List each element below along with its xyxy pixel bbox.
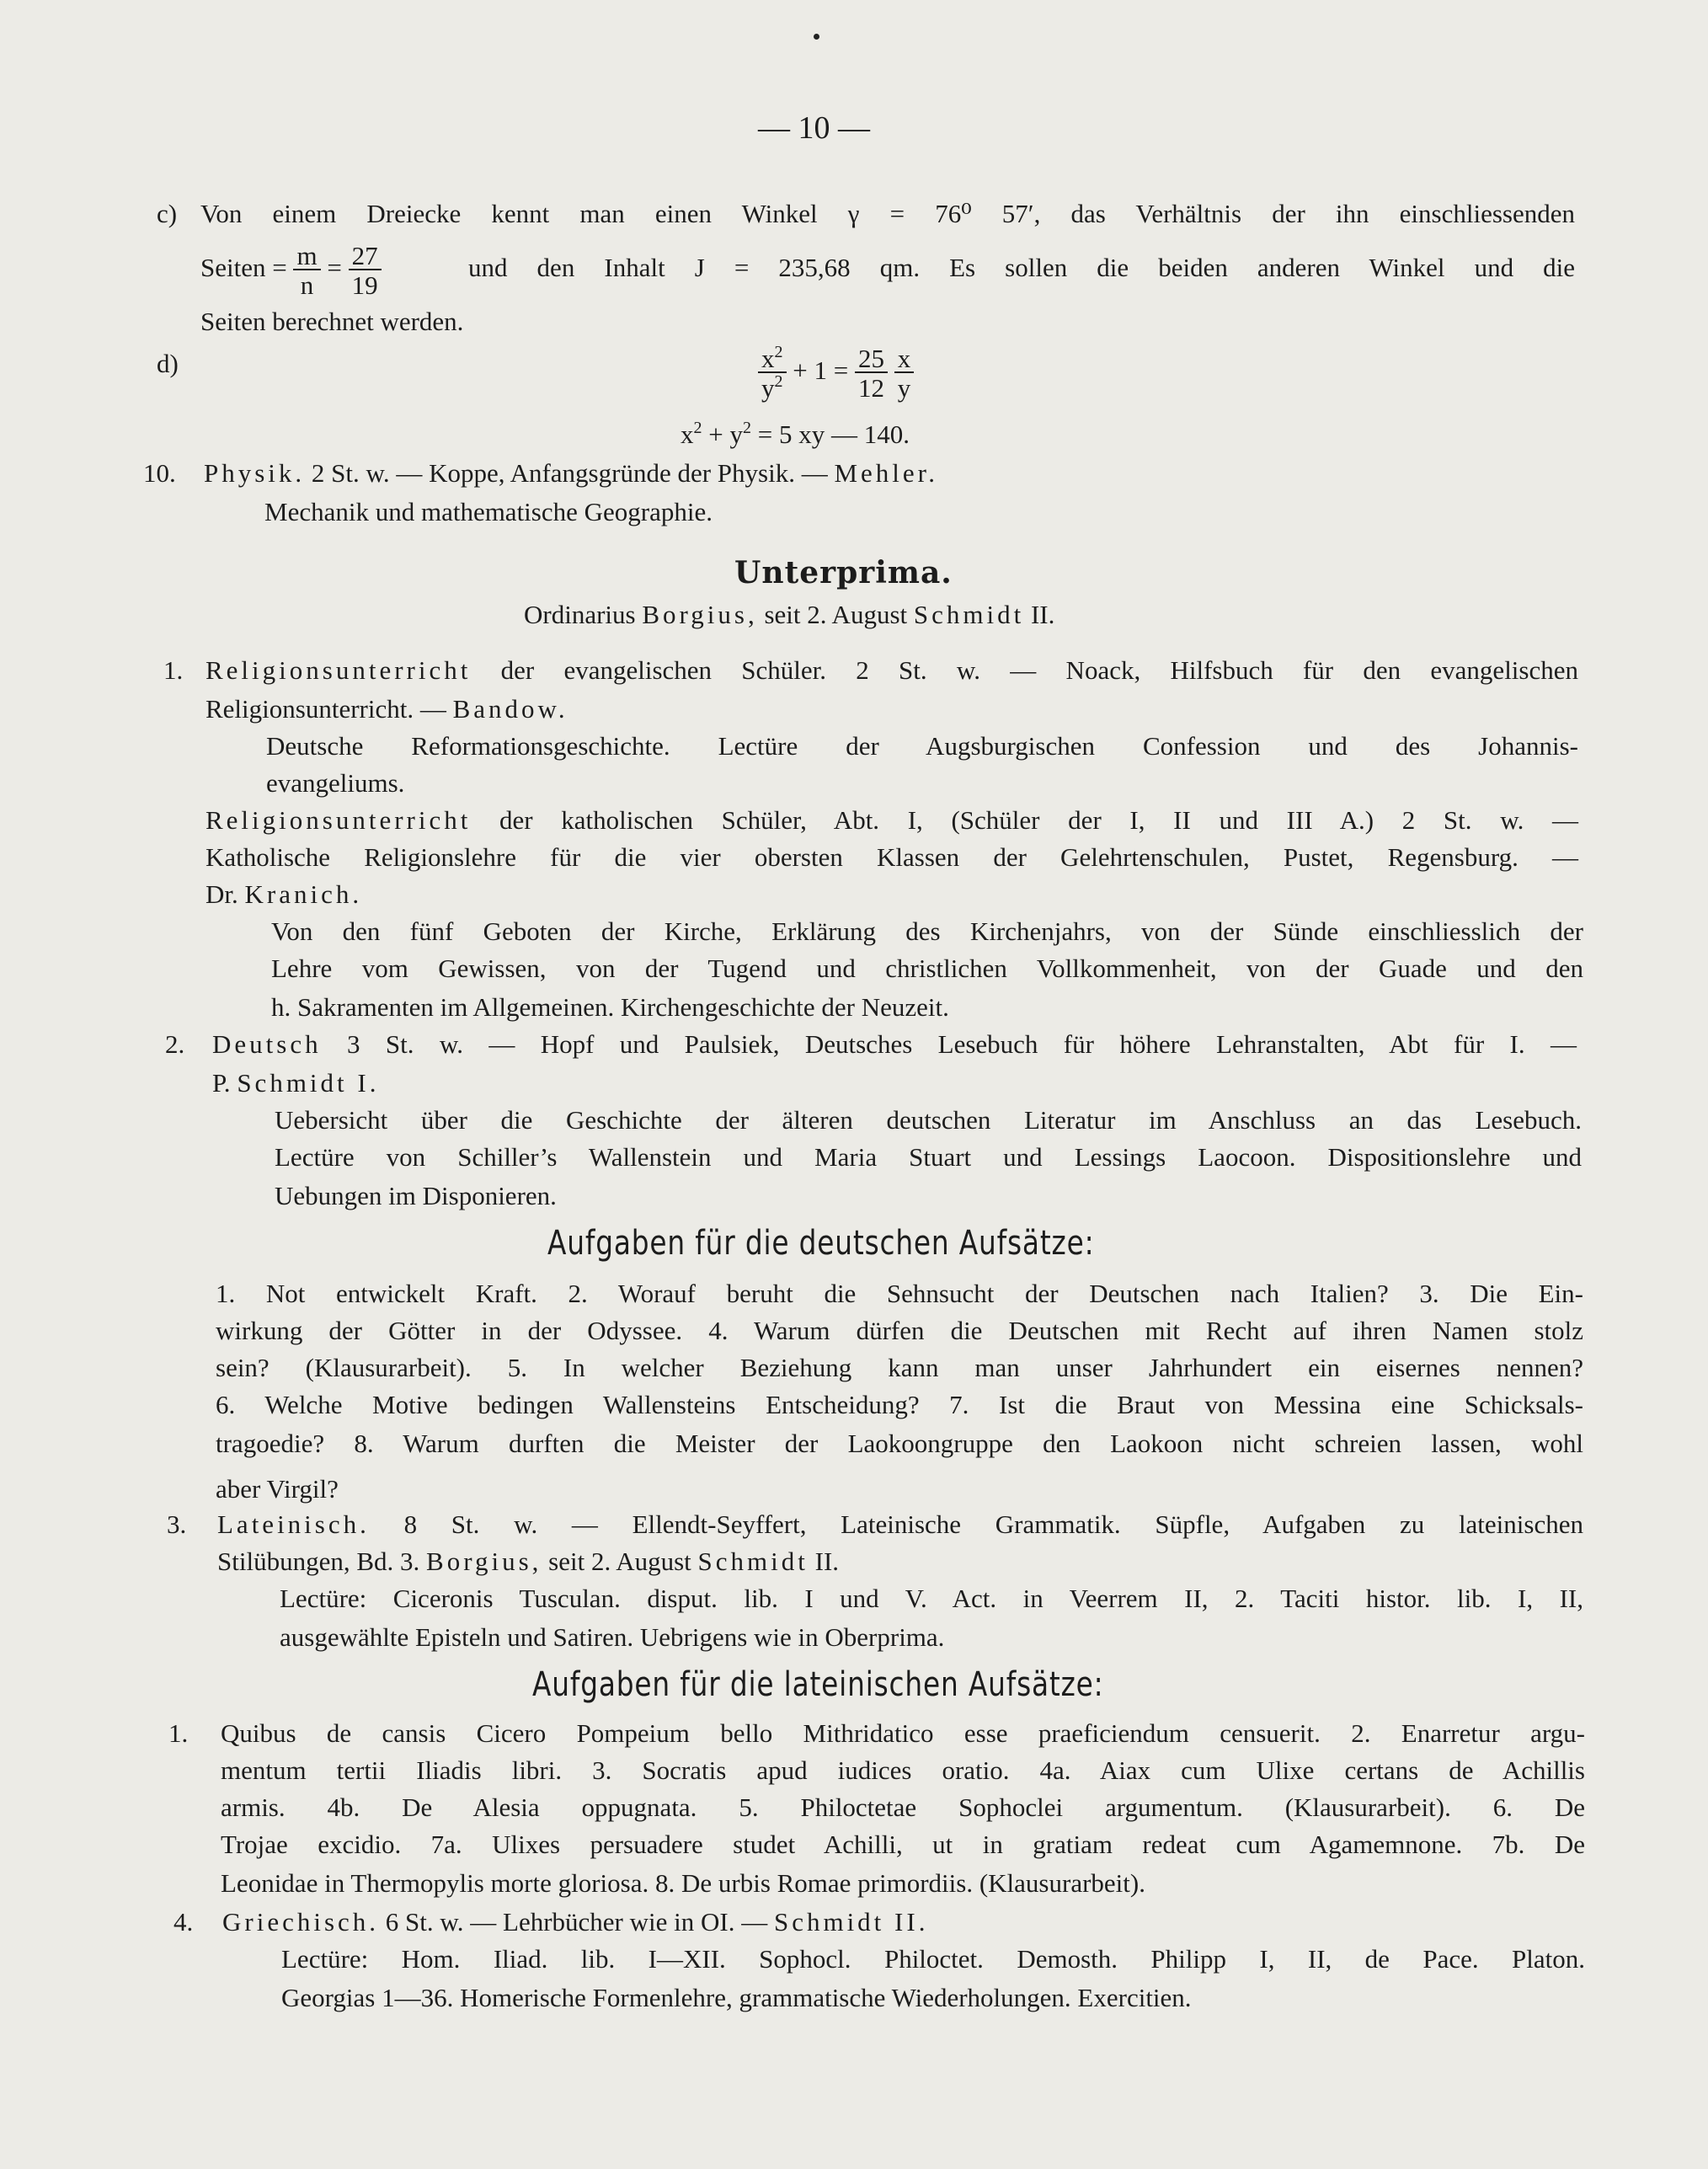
- aufgaben-latein-line5: Leonidae in Thermopylis morte gloriosa. 8. De urbis Romae primordiis. (Klausurarbeit).: [221, 1868, 1145, 1898]
- griechisch-line3: Georgias 1—36. Homerische Formenlehre, grammatische Wiederholungen. Exercitien.: [281, 1983, 1192, 2012]
- ordinarius-line: Ordinarius Borgius, seit 2. August Schmidt II.: [524, 600, 1055, 629]
- latein-line2: Stilübungen, Bd. 3. Borgius, seit 2. August Schmidt II.: [217, 1547, 840, 1576]
- aufgaben-deutsch-line6: aber Virgil?: [216, 1474, 339, 1504]
- latein-line1: Lateinisch. 8 St. w. — Ellendt-Seyffert, Lateinische Grammatik. Süpfle, Aufgaben zu lateinischen: [217, 1509, 1583, 1539]
- religion-line4: evangeliums.: [266, 768, 405, 798]
- aufgaben-deutsch-line3: sein? (Klausurarbeit). 5. In welcher Beziehung kann man unser Jahrhundert ein eisernes nennen?: [216, 1353, 1583, 1382]
- religion-kath-line6: h. Sakramenten im Allgemeinen. Kirchengeschichte der Neuzeit.: [271, 992, 949, 1022]
- equals-sign: =: [327, 253, 342, 282]
- plus-one-equals: + 1 =: [793, 355, 849, 385]
- item-d-label: d): [157, 349, 179, 378]
- equation-d1: [758, 340, 914, 401]
- deutsch-line5: Uebungen im Disponieren.: [275, 1181, 557, 1210]
- religion-line2: Religionsunterricht. — Bandow.: [205, 694, 568, 724]
- item-c-label: c): [157, 199, 178, 228]
- fraction-25-12: $\frac{25}{12}$: [855, 345, 888, 401]
- ink-speck: [814, 34, 819, 40]
- item-c-line2-rest: und den Inhalt J = 235,68 qm. Es sollen die beiden anderen Winkel und die: [468, 253, 1575, 282]
- physik-line2: Mechanik und mathematische Geographie.: [264, 497, 713, 526]
- aufgaben-deutsch-line2: wirkung der Götter in der Odyssee. 4. Warum dürfen die Deutschen mit Recht auf ihren Namen stolz: [216, 1316, 1583, 1345]
- religion-kath-line3: Dr. Kranich.: [205, 879, 363, 909]
- aufgaben-latein-line4: Trojae excidio. 7a. Ulixes persuadere studet Achilli, ut in gratiam redeat cum Agamemnone. 7b. De: [221, 1830, 1585, 1859]
- religion-num: 1.: [163, 655, 184, 685]
- heading-aufgaben-latein: Aufgaben für die lateinischen Aufsätze:: [532, 1665, 1104, 1704]
- page-number: — 10 —: [758, 110, 870, 146]
- item-c-line1: Von einem Dreiecke kennt man einen Winkel γ = 76⁰ 57′, das Verhältnis der ihn einschliessenden: [200, 199, 1575, 228]
- deutsch-line3: Uebersicht über die Geschichte der älteren deutschen Literatur im Anschluss an das Lesebuch.: [275, 1105, 1582, 1135]
- religion-kath-line5: Lehre vom Gewissen, von der Tugend und christlichen Vollkommenheit, von der Guade und den: [271, 954, 1583, 983]
- religion-kath-line1: Religionsunterricht der katholischen Schüler, Abt. I, (Schüler der I, II und III A.) 2 St. w. —: [205, 805, 1579, 835]
- deutsch-num: 2.: [165, 1029, 185, 1059]
- religion-line1: Religionsunterricht der evangelischen Schüler. 2 St. w. — Noack, Hilfsbuch für den evangelischen: [205, 655, 1578, 685]
- latein-line4: ausgewählte Episteln und Satiren. Uebrigens wie in Oberprima.: [280, 1622, 945, 1652]
- religion-kath-line4: Von den fünf Geboten der Kirche, Erklärung des Kirchenjahrs, von der Sünde einschliesslich der: [271, 916, 1583, 946]
- griechisch-line2: Lectüre: Hom. Iliad. lib. I—XII. Sophocl. Philoctet. Demosth. Philipp I, II, de Pace. Platon.: [281, 1944, 1585, 1974]
- physik-line1: Physik. 2 St. w. — Koppe, Anfangsgründe der Physik. — Mehler.: [204, 458, 939, 488]
- item-c-line3: Seiten berechnet werden.: [200, 307, 464, 336]
- section-title-unterprima: Unterprima.: [734, 555, 953, 590]
- aufgaben-latein-num: 1.: [168, 1718, 189, 1748]
- latein-line3: Lectüre: Ciceronis Tusculan. disput. lib. I und V. Act. in Veerrem II, 2. Taciti histor. lib. I, II,: [280, 1584, 1583, 1613]
- aufgaben-deutsch-line4: 6. Welche Motive bedingen Wallensteins Entscheidung? 7. Ist die Braut von Messina eine Schicksals-: [216, 1390, 1583, 1419]
- religion-line3: Deutsche Reformationsgeschichte. Lectüre der Augsburgischen Confession und des Johannis-: [266, 731, 1578, 761]
- physik-num: 10.: [143, 458, 176, 488]
- aufgaben-latein-line3: armis. 4b. De Alesia oppugnata. 5. Philoctetae Sophoclei argumentum. (Klausurarbeit). 6. De: [221, 1792, 1585, 1822]
- deutsch-line1: Deutsch 3 St. w. — Hopf und Paulsiek, Deutsches Lesebuch für höhere Lehranstalten, Abt für I. —: [212, 1029, 1577, 1059]
- deutsch-line4: Lectüre von Schiller’s Wallenstein und Maria Stuart und Lessings Laocoon. Dispositionslehre und: [275, 1142, 1582, 1172]
- aufgaben-latein-line2: mentum tertii Iliadis libri. 3. Socratis apud iudices oratio. 4a. Aiax cum Ulixe certans de Achillis: [221, 1755, 1585, 1785]
- religion-kath-line2: Katholische Religionslehre für die vier obersten Klassen der Gelehrtenschulen, Pustet, Regensburg. —: [205, 842, 1578, 872]
- aufgaben-deutsch-line1: 1. Not entwickelt Kraft. 2. Worauf beruht die Sehnsucht der Deutschen nach Italien? 3. Die Ein-: [216, 1279, 1583, 1308]
- griechisch-num: 4.: [173, 1907, 194, 1937]
- fraction-m-n: $\frac{m}{n}$: [293, 243, 320, 298]
- fraction-27-19: $\frac{27}{19}$: [349, 243, 382, 298]
- latein-num: 3.: [167, 1509, 187, 1539]
- fraction-x-y: $\frac{x}{y}$: [894, 345, 915, 401]
- griechisch-line1: Griechisch. 6 St. w. — Lehrbücher wie in OI. — Schmidt II.: [222, 1907, 929, 1937]
- seiten-prefix: Seiten =: [200, 253, 287, 282]
- item-c-line2: [200, 241, 382, 298]
- deutsch-line2: P. Schmidt I.: [212, 1068, 380, 1098]
- aufgaben-latein-line1: Quibus de cansis Cicero Pompeium bello Mithridatico esse praeficiendum censuerit. 2. Enarretur argu-: [221, 1718, 1585, 1748]
- equation-d2: $x^2 + y^2 = 5$ xy — 140.: [681, 419, 910, 449]
- aufgaben-deutsch-line5: tragoedie? 8. Warum durften die Meister der Laokoongruppe den Laokoon nicht schreien lassen, wohl: [216, 1429, 1583, 1458]
- fraction-x2-y2: $\frac{x^2}{y^2}$: [758, 345, 787, 401]
- heading-aufgaben-deutsch: Aufgaben für die deutschen Aufsätze:: [547, 1224, 1095, 1263]
